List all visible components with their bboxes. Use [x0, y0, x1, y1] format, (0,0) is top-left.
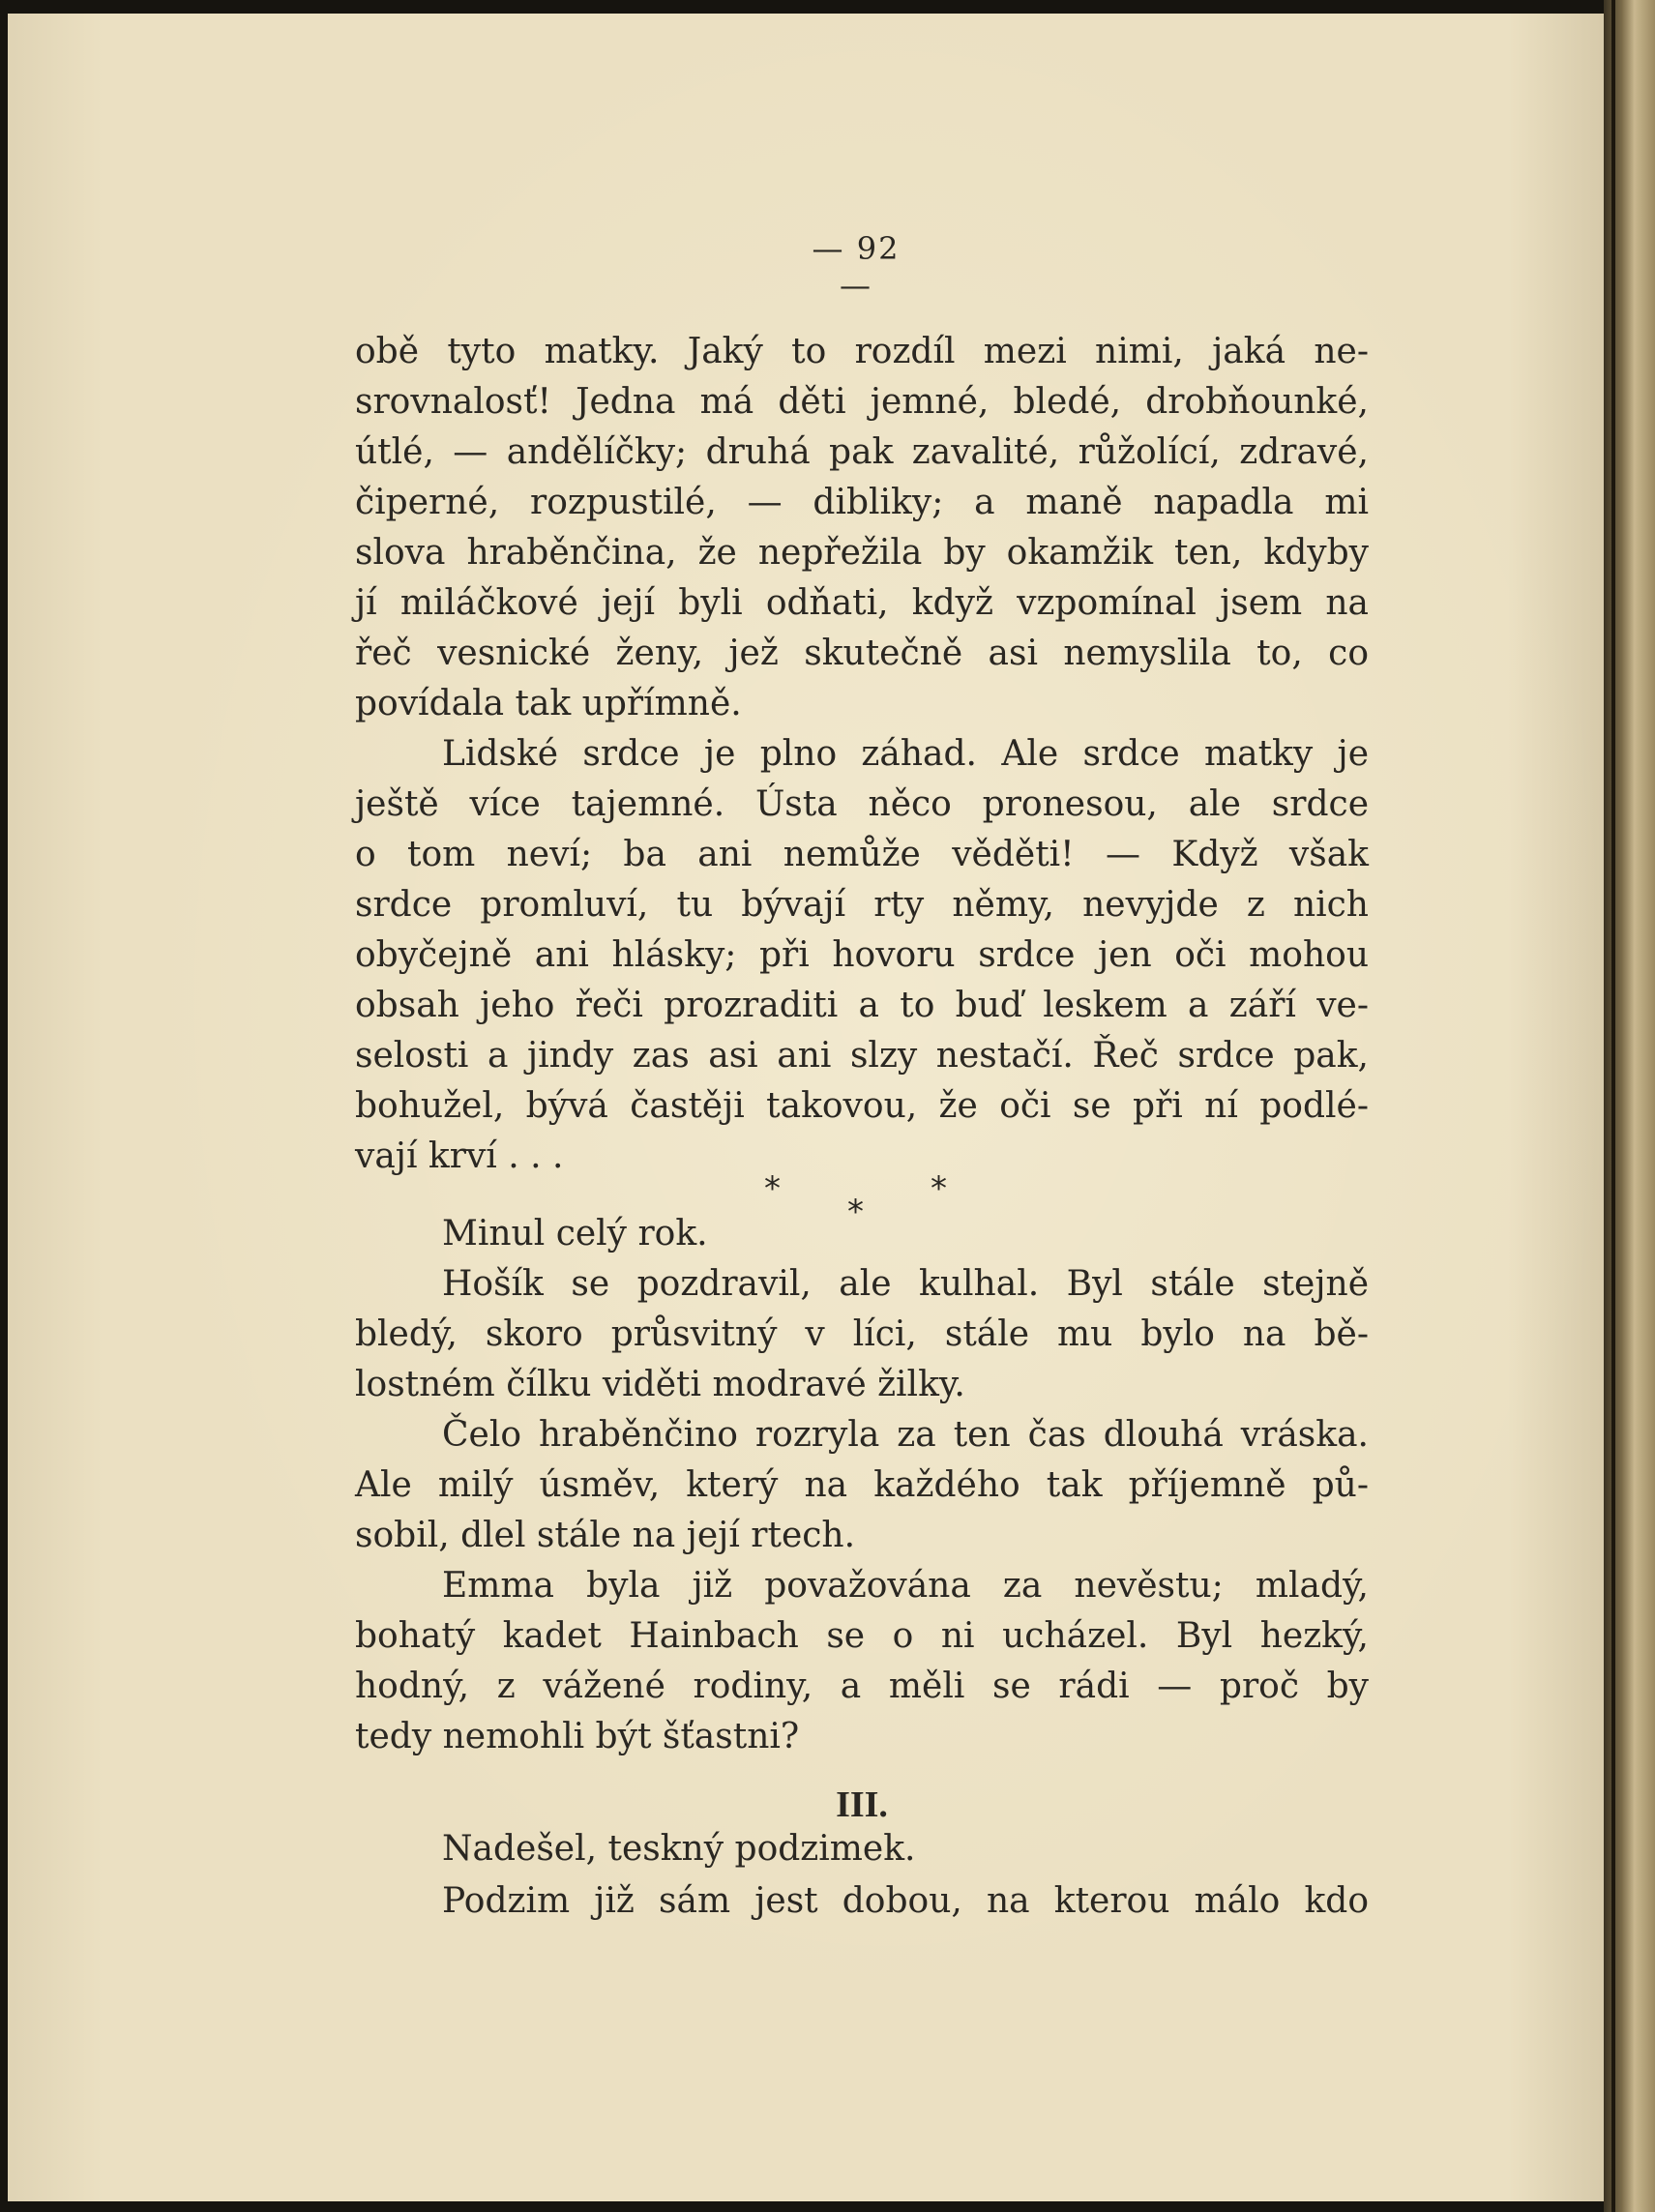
text-line: bohatý kadet Hainbach se o ni ucházel. Byl hezký, — [355, 1616, 1369, 1656]
text-line: obyčejně ani hlásky; při hovoru srdce jen oči mohou — [355, 935, 1369, 975]
text-line: tedy nemohli být šťastni? — [355, 1717, 800, 1756]
text-line: obsah jeho řeči prozraditi a to buď leskem a září ve- — [355, 986, 1369, 1025]
separator-asterisk: * — [764, 1169, 781, 1208]
text-line: Lidské srdce je plno záhad. Ale srdce matky je — [442, 734, 1369, 774]
text-line: srdce promluví, tu bývají rty němy, nevyjde z nich — [355, 885, 1369, 925]
text-line: jí miláčkové její byli odňati, když vzpomínal jsem na — [355, 583, 1369, 623]
text-line: srovnalosť! Jedna má děti jemné, bledé, drobňounké, — [355, 382, 1369, 422]
text-line: ještě více tajemné. Ústa něco pronesou, ale srdce — [355, 784, 1369, 824]
text-line: Minul celý rok. — [442, 1214, 708, 1253]
text-line: Hošík se pozdravil, ale kulhal. Byl stále stejně — [442, 1264, 1369, 1304]
text-line: útlé, — andělíčky; druhá pak zavalité, růžolící, zdravé, — [355, 432, 1369, 472]
text-line: čiperné, rozpustilé, — dibliky; a maně napadla mi — [355, 483, 1369, 522]
text-line: o tom neví; ba ani nemůže věděti! — Když však — [355, 835, 1369, 874]
text-line: řeč vesnické ženy, jež skutečně asi nemyslila to, co — [355, 634, 1369, 673]
text-line: Nadešel, teskný podzimek. — [442, 1829, 916, 1869]
page-number: — 92 — — [812, 230, 901, 304]
text-line: selosti a jindy zas asi ani slzy nestačí. Řeč srdce pak, — [355, 1036, 1369, 1076]
text-line: obě tyto matky. Jaký to rozdíl mezi nimi, jaká ne- — [355, 332, 1369, 371]
separator-asterisk: * — [931, 1169, 947, 1208]
chapter-heading: III. — [836, 1784, 888, 1825]
text-line: Ale milý úsměv, který na každého tak příjemně pů- — [355, 1465, 1369, 1505]
text-line: povídala tak upřímně. — [355, 684, 742, 723]
text-line: lostném čílku viděti modravé žilky. — [355, 1365, 965, 1404]
gutter-edge-line — [1611, 0, 1615, 2212]
text-line: Čelo hraběnčino rozryla za ten čas dlouhá vráska. — [442, 1415, 1369, 1455]
text-line: hodný, z vážené rodiny, a měli se rádi — proč by — [355, 1666, 1369, 1706]
text-line: bohužel, bývá častěji takovou, že oči se při ní podlé- — [355, 1086, 1369, 1126]
separator-asterisk: * — [847, 1193, 864, 1231]
text-line: sobil, dlel stále na její rtech. — [355, 1516, 856, 1555]
text-line: slova hraběnčina, že nepřežila by okamžik ten, kdyby — [355, 533, 1369, 573]
text-line: bledý, skoro průsvitný v líci, stále mu bylo na bě- — [355, 1314, 1369, 1354]
text-line: Emma byla již považována za nevěstu; mladý, — [442, 1566, 1369, 1606]
text-line: Podzim již sám jest dobou, na kterou málo kdo — [442, 1881, 1369, 1921]
text-line: vají krví . . . — [355, 1136, 564, 1176]
